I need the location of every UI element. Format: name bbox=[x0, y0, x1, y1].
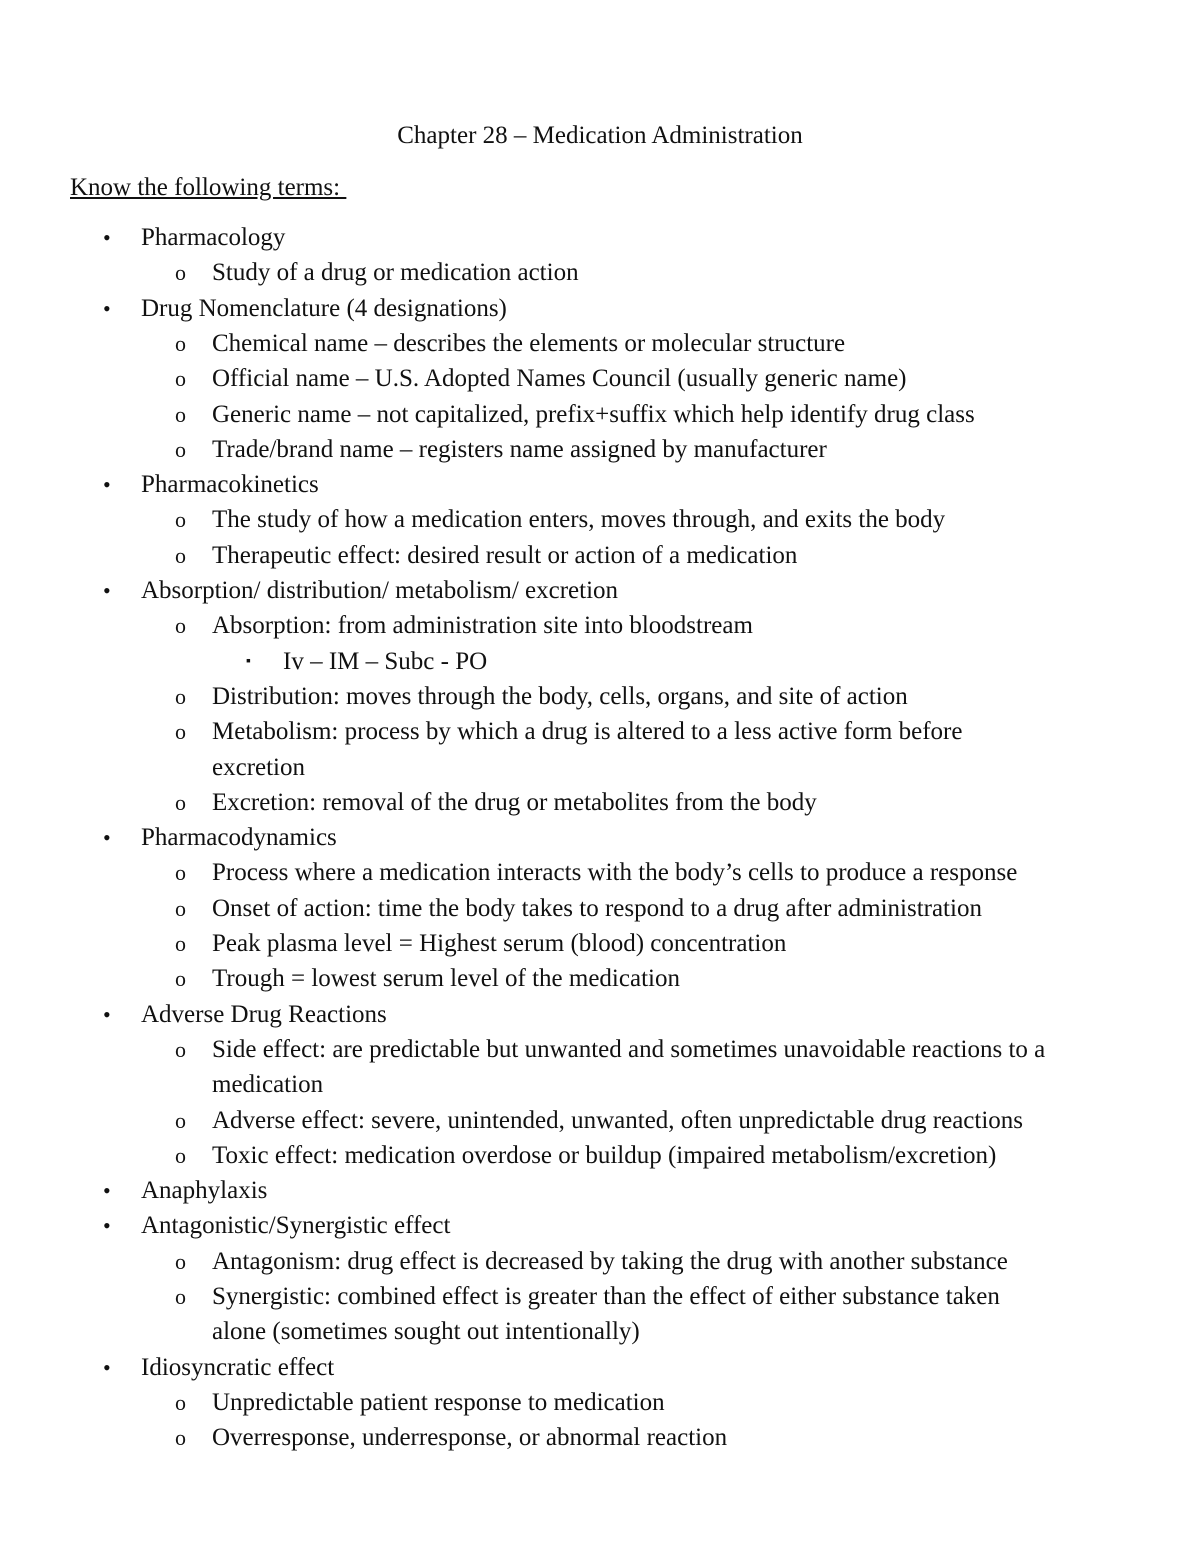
list-item: Study of a drug or medication action bbox=[212, 259, 579, 287]
list-item: Synergistic: combined effect is greater than the effect of either substance taken bbox=[212, 1283, 1000, 1310]
section-subheading: Know the following terms: bbox=[70, 174, 347, 201]
list-item: Antagonistic/Synergistic effect bbox=[141, 1212, 451, 1240]
list-marker-level2: o bbox=[175, 1142, 186, 1168]
list-item: Idiosyncratic effect bbox=[141, 1353, 335, 1381]
list-item: Generic name – not capitalized, prefix+suffix which help identify drug class bbox=[212, 400, 975, 428]
list-marker-level3: ▪ bbox=[246, 653, 251, 669]
list-marker-level2: o bbox=[175, 507, 186, 533]
list-item: Absorption: from administration site into bloodstream bbox=[212, 612, 753, 640]
list-marker-level2: o bbox=[175, 330, 186, 356]
list-item: Excretion: removal of the drug or metabolites from the body bbox=[212, 788, 817, 816]
list-marker-level1: • bbox=[103, 1213, 111, 1239]
list-item: Process where a medication interacts with the body’s cells to produce a response bbox=[212, 859, 1018, 887]
list-marker-level2: o bbox=[175, 1425, 186, 1451]
list-item: Official name – U.S. Adopted Names Council (usually generic name) bbox=[212, 365, 907, 393]
list-item-continuation: alone (sometimes sought out intentionally) bbox=[212, 1318, 640, 1346]
list-marker-level2: o bbox=[175, 1248, 186, 1274]
list-item: Trough = lowest serum level of the medication bbox=[212, 965, 680, 993]
list-item: Anaphylaxis bbox=[141, 1177, 268, 1205]
list-marker-level2: o bbox=[175, 436, 186, 462]
list-item-continuation: excretion bbox=[212, 753, 306, 781]
list-marker-level1: • bbox=[103, 825, 111, 851]
list-marker-level2: o bbox=[175, 860, 186, 886]
list-marker-level2: o bbox=[175, 542, 186, 568]
list-marker-level2: o bbox=[175, 1036, 186, 1062]
list-marker-level2: o bbox=[175, 260, 186, 286]
list-marker-level2: o bbox=[175, 931, 186, 956]
list-marker-level2: o bbox=[175, 895, 186, 921]
list-item: Antagonism: drug effect is decreased by taking the drug with another substance bbox=[212, 1247, 1008, 1275]
list-item: Iv – IM – Subc - PO bbox=[283, 647, 488, 675]
list-item: Adverse Drug Reactions bbox=[141, 1000, 387, 1028]
list-item-continuation: medication bbox=[212, 1071, 324, 1099]
list-marker-level1: • bbox=[103, 1178, 111, 1204]
list-marker-level1: • bbox=[103, 578, 111, 603]
list-marker-level2: o bbox=[175, 966, 186, 992]
list-item: The study of how a medication enters, moves through, and exits the body bbox=[212, 506, 946, 534]
list-marker-level2: o bbox=[175, 789, 186, 815]
list-item: Drug Nomenclature (4 designations) bbox=[141, 294, 507, 322]
list-marker-level2: o bbox=[175, 719, 186, 745]
list-item: Toxic effect: medication overdose or buildup (impaired metabolism/excretion) bbox=[212, 1141, 997, 1169]
list-item: Chemical name – describes the elements or molecular structure bbox=[212, 329, 846, 357]
list-item: Side effect: are predictable but unwanted and sometimes unavoidable reactions to a bbox=[212, 1035, 1046, 1063]
list-item: Trade/brand name – registers name assigned by manufacturer bbox=[212, 435, 827, 463]
list-item: Pharmacology bbox=[141, 224, 286, 251]
list-marker-level1: • bbox=[103, 295, 111, 321]
list-marker-level2: o bbox=[175, 613, 186, 639]
list-item: Pharmacodynamics bbox=[141, 824, 337, 852]
list-marker-level1: • bbox=[103, 1001, 111, 1027]
page-title: Chapter 28 – Medication Administration bbox=[397, 122, 803, 149]
list-marker-level2: o bbox=[175, 401, 186, 427]
list-item: Peak plasma level = Highest serum (blood) concentration bbox=[212, 930, 787, 957]
list-marker-level2: o bbox=[175, 1284, 186, 1309]
list-marker-level1: • bbox=[103, 472, 111, 498]
list-item: Pharmacokinetics bbox=[141, 471, 319, 499]
list-marker-level2: o bbox=[175, 1389, 186, 1415]
list-marker-level2: o bbox=[175, 683, 186, 709]
list-item: Overresponse, underresponse, or abnormal reaction bbox=[212, 1424, 728, 1452]
list-item: Therapeutic effect: desired result or action of a medication bbox=[212, 541, 798, 569]
list-item: Adverse effect: severe, unintended, unwanted, often unpredictable drug reactions bbox=[212, 1106, 1024, 1134]
list-marker-level1: • bbox=[103, 1354, 111, 1380]
list-item: Unpredictable patient response to medication bbox=[212, 1388, 665, 1416]
list-marker-level1: • bbox=[103, 225, 111, 250]
list-marker-level2: o bbox=[175, 366, 186, 392]
list-item: Onset of action: time the body takes to respond to a drug after administration bbox=[212, 894, 982, 922]
list-marker-level2: o bbox=[175, 1107, 186, 1133]
list-item: Absorption/ distribution/ metabolism/ excretion bbox=[141, 577, 619, 604]
list-item: Distribution: moves through the body, cells, organs, and site of action bbox=[212, 682, 908, 710]
list-item: Metabolism: process by which a drug is altered to a less active form before bbox=[212, 718, 963, 746]
